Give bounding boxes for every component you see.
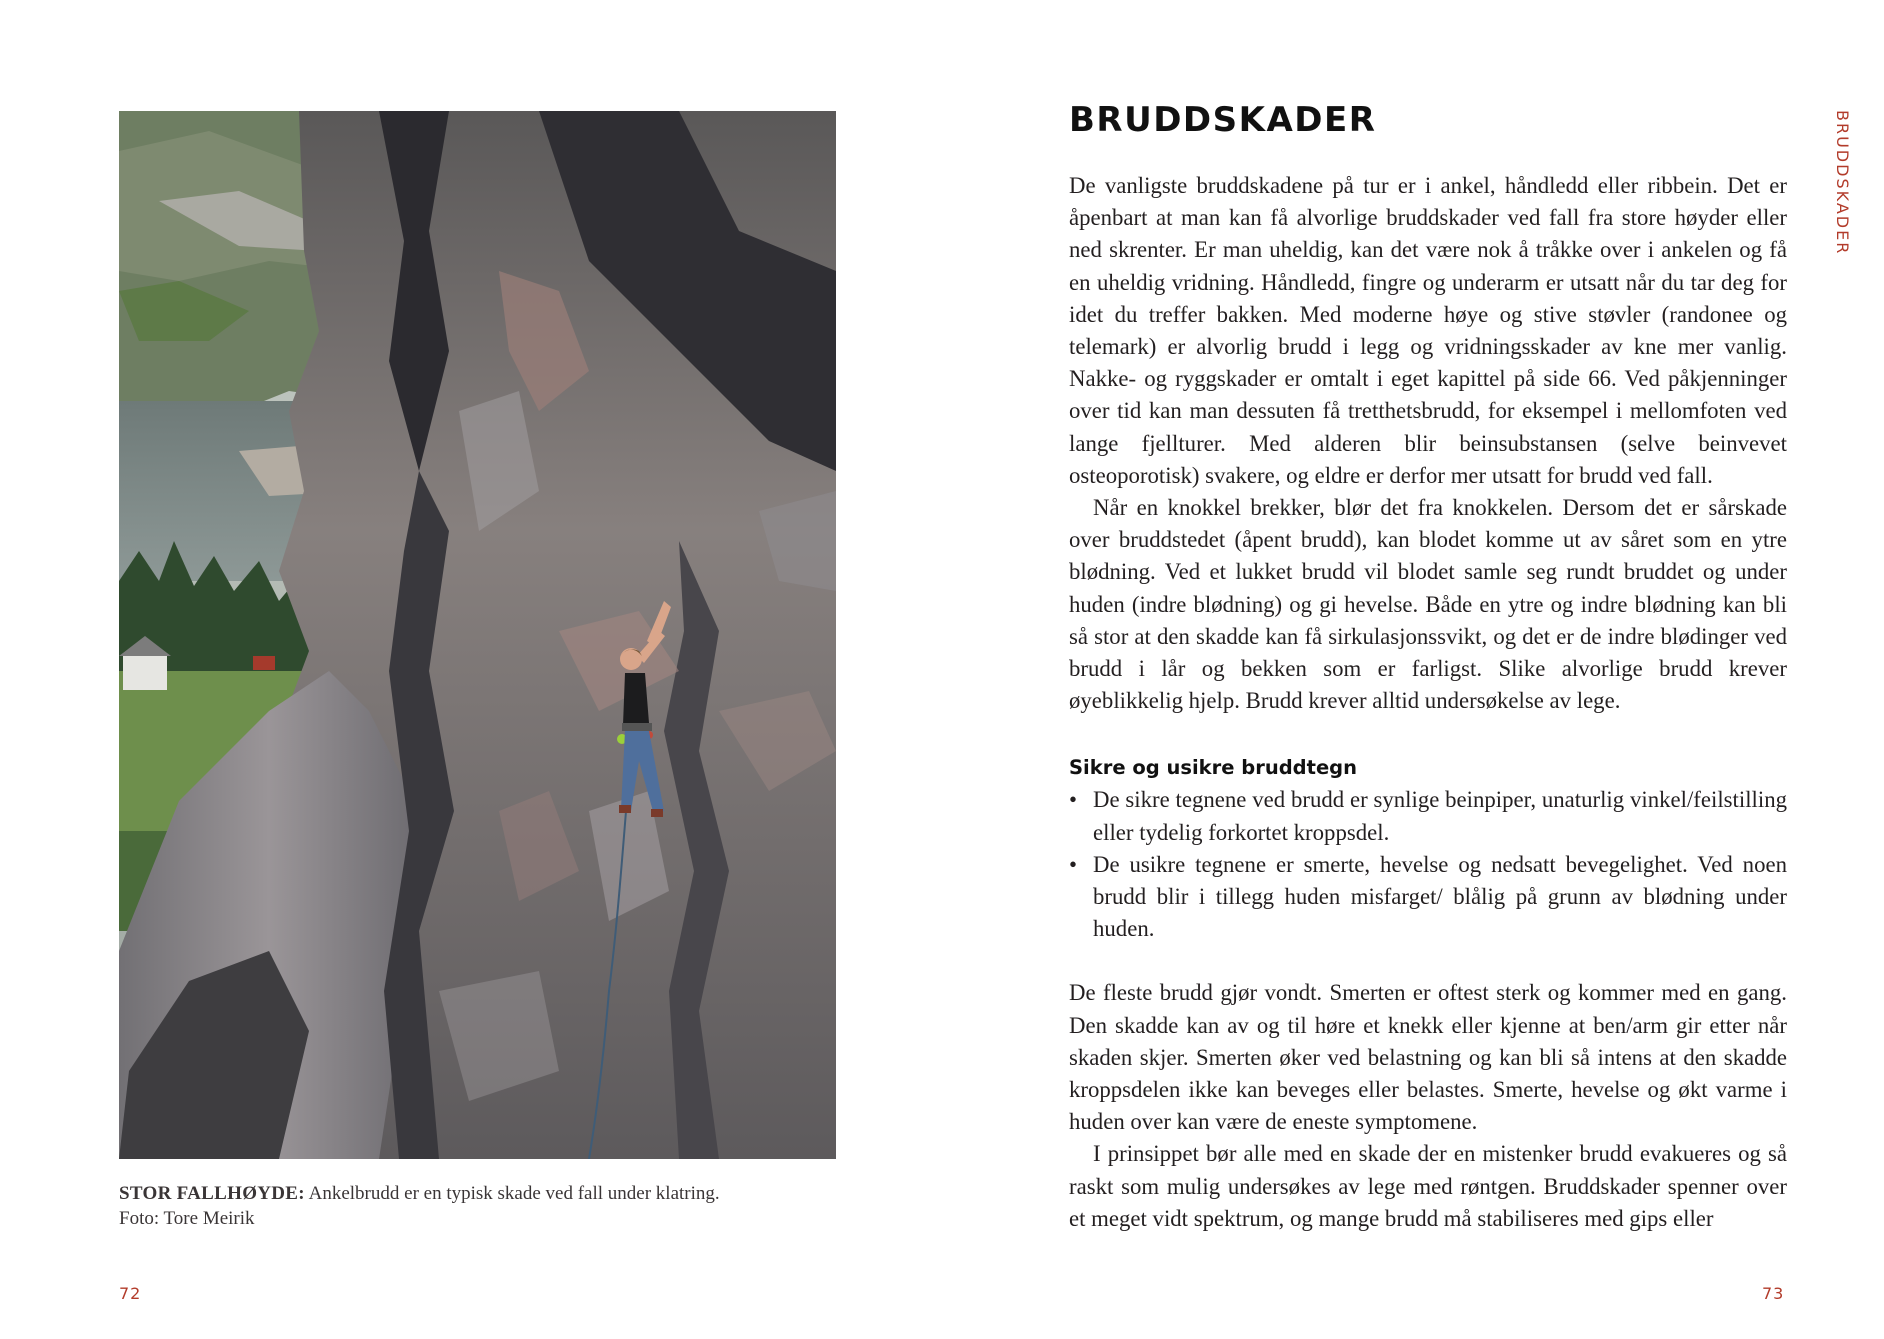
climbing-photo xyxy=(119,111,836,1159)
paragraph: I prinsippet bør alle med en skade der en mistenker brudd evakueres og så raskt som mulig undersøkes av lege med røntgen. Bruddskader spenner over et meget vidt spektrum, og mange brudd må stabiliseres med gips eller xyxy=(1069,1141,1787,1231)
chapter-title: BRUDDSKADER xyxy=(1069,100,1377,140)
subheading: Sikre og usikre bruddtegn xyxy=(1069,756,1358,780)
paragraph: Når en knokkel brekker, blør det fra knokkelen. Dersom det er sårskade over bruddstedet (åpent brudd), kan blodet komme ut av såret som en ytre blødning. Ved et lukket brudd vil blodet samle seg rundt bruddet og under huden (indre blødning) og gi hevelse. Både en ytre og indre blødning kan bli så stor at den skadde kan få sirkulasjonssvikt, og det er de indre blødinger ved brudd i lår og bekken som er farligst. Slike alvorlige brudd krever øyeblikkelig hjelp. Brudd krever alltid undersøkelse av lege. xyxy=(1069,495,1787,714)
page-number-right: 73 xyxy=(1762,1284,1785,1303)
bullet-item: • De sikre tegnene ved brudd er synlige beinpiper, unaturlig vinkel/feilstilling eller tydelig forkortet kroppsdel. xyxy=(1069,784,1787,848)
bullet-item: • De usikre tegnene er smerte, hevelse og nedsatt bevegelighet. Ved noen brudd blir i tillegg huden misfarget/ blålig på grunn av blødning under huden. xyxy=(1069,849,1787,946)
caption-lead: STOR FALLHØYDE: xyxy=(119,1183,305,1204)
paragraph: De vanligste bruddskadene på tur er i ankel, håndledd eller ribbein. Det er åpenbart at man kan få alvorlige bruddskader ved fall fra store høyder eller ned skrenter. Er man uheldig, kan det være nok å tråkke over i ankelen og få en uheldig vridning. Håndledd, fingre og underarm er utsatt når du tar deg for idet du treffer bakken. Med moderne høye og stive støvler (randonee og telemark) er alvorlig brudd i legg og vridningsskader av kne mer vanlig. Nakke- og ryggskader er omtalt i eget kapittel på side 66. Ved påkjenninger over tid kan man dessuten få tretthetsbrudd, for eksempel i mellomfoten ved lange fjellturer. Med alderen blir beinsubstansen (selve beinvevet osteoporotisk) svakere, og eldre er derfor mer utsatt for brudd ved fall. xyxy=(1069,173,1787,488)
caption-text: Ankelbrudd er en typisk skade ved fall under klatring. xyxy=(304,1183,720,1204)
bullet-list xyxy=(1069,784,1787,945)
page-number-left: 72 xyxy=(119,1284,142,1303)
photo-credit: Foto: Tore Meirik xyxy=(119,1208,255,1229)
climber-on-rock-wall-image xyxy=(119,111,836,1159)
photo-caption xyxy=(119,1181,859,1231)
paragraph: De fleste brudd gjør vondt. Smerten er oftest sterk og kommer med en gang. Den skadde kan av og til høre et knekk eller kjenne at ben/arm gir etter når skaden skjer. Smerten øker ved belastning og kan bli så intens at den skadde kroppsdelen ikke kan beveges eller belastes. Smerte, hevelse og økt varme i huden over kan være de eneste symptomene. xyxy=(1069,980,1787,1135)
running-head: BRUDDSKADER xyxy=(1833,110,1852,256)
body-text xyxy=(1069,170,1787,1235)
